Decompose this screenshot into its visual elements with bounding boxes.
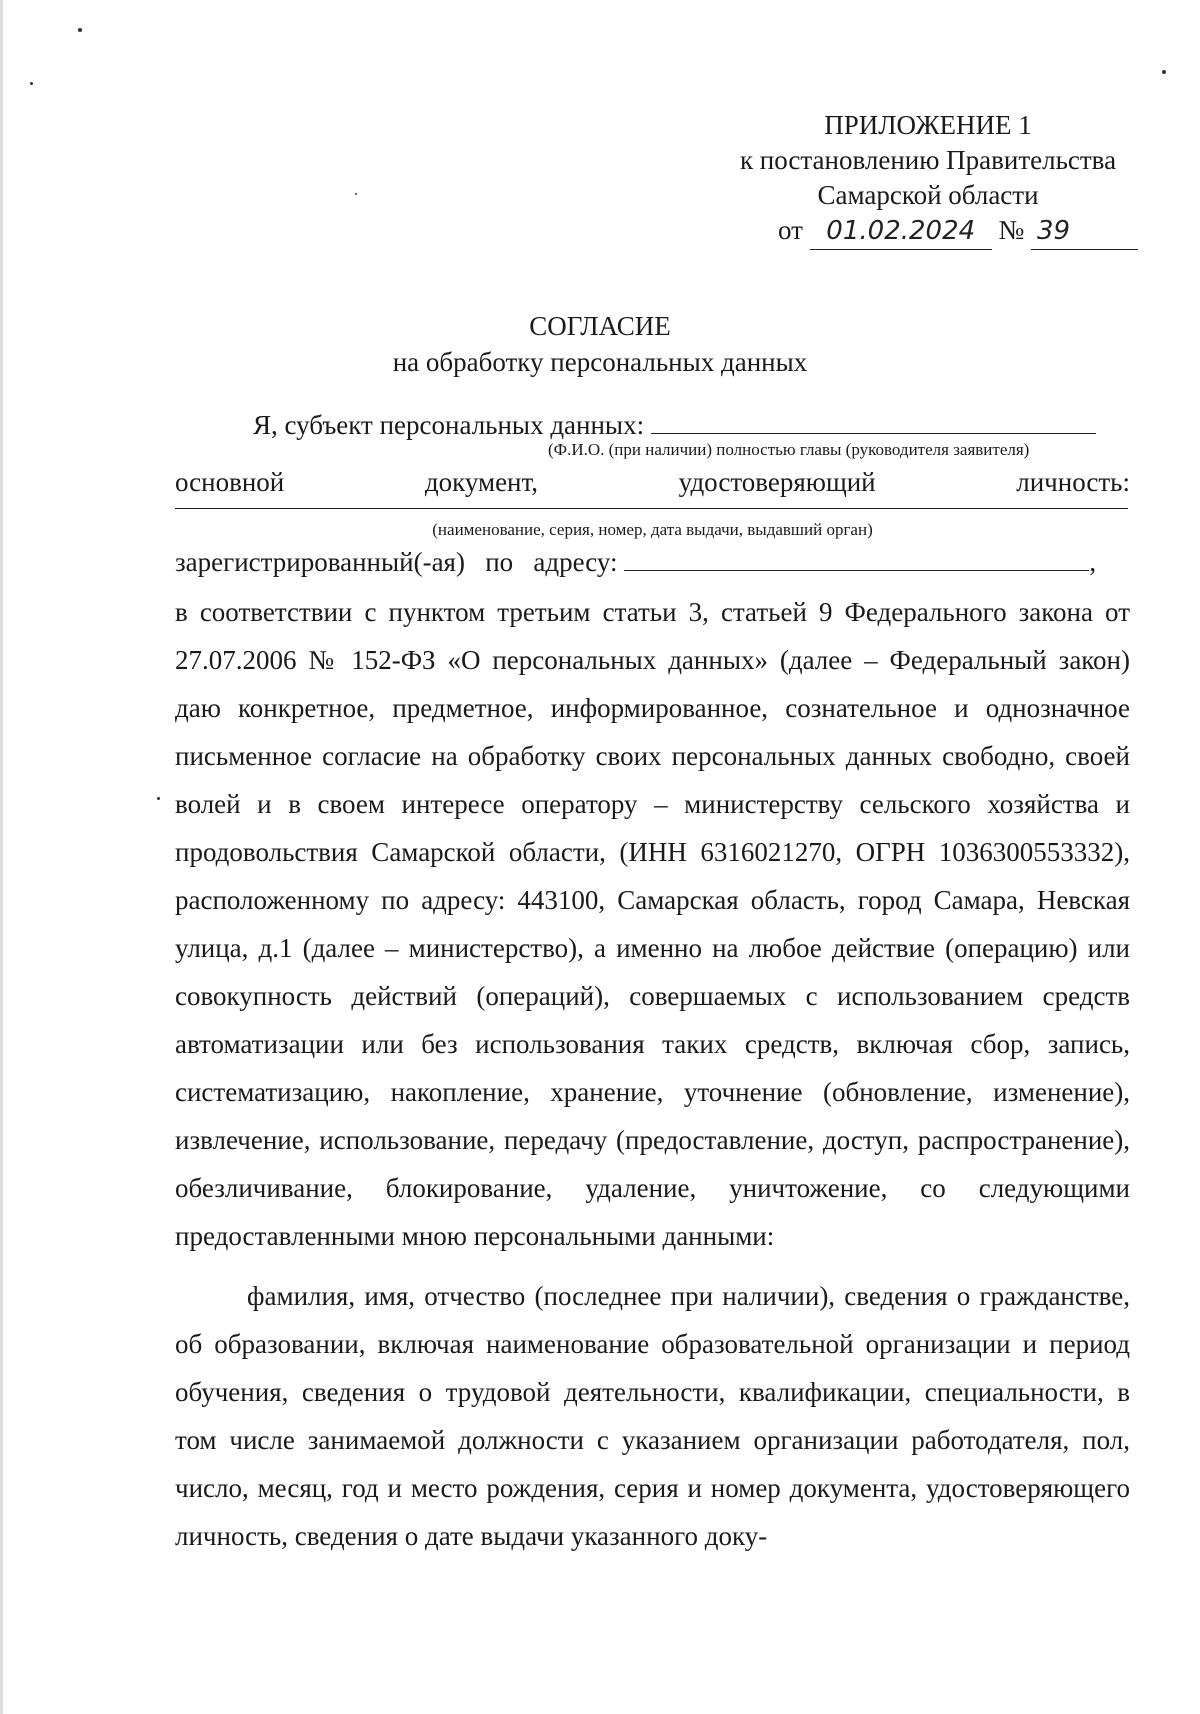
scan-speck [1162,70,1166,74]
doc-word-2: документ, [424,467,539,497]
document-title [0,308,1200,380]
appendix-region-line: Самарской области [817,180,1039,210]
address-field [624,548,1089,571]
scan-speck [355,193,357,195]
handwritten-number: 39 [1031,214,1138,250]
doc-word-3: удостоверяющий [678,467,876,497]
subject-caption: (Ф.И.О. (при наличии) полностью главы (руководителя заявителя) [548,440,1030,459]
date-prefix: от [778,215,803,245]
consent-paragraph: в соответствии с пунктом третьим статьи 3, статьей 9 Федерального закона от 27.07.2006 № 152-ФЗ «О персональных данных» (далее – Федеральный закон) даю конкретное, предметное, информированное, сознательное и однозначное письменное согласие на обработку своих персональных данных свободно, своей волей и в своем интересе оператору – министерству сельского хозяйства и продовольствия Самарской области, (ИНН 6316021270, ОГРН 1036300553332), расположенному по адресу: 443100, Самарская область, город Самара, Невская улица, д.1 (далее – министерство), а именно на любое действие (операцию) или совокупность действий (операций), совершаемых с использованием средств автоматизации или без использования таких средств, включая сбор, запись, систематизацию, накопление, хранение, уточнение (обновление, изменение), извлечение, использование, передачу (предоставление, доступ, распространение), обезличивание, блокирование, удаление, уничтожение, со следующими предоставленными мною персональными данными: [175,597,1130,1251]
subject-name-field [651,411,1096,434]
document-caption: (наименование, серия, номер, дата выдачи, выдавший орган) [432,520,873,539]
number-prefix: № [998,215,1025,245]
title-main: СОГЛАСИЕ [529,311,671,341]
subject-row [253,407,1096,443]
title-sub: на обработку персональных данных [392,347,808,377]
appendix-header [718,108,1138,250]
address-row [175,544,1096,580]
address-comma: , [1089,547,1097,577]
appendix-decree-line: к постановлению Правительства [739,145,1117,175]
subject-label: Я, субъект персональных данных: [253,410,645,440]
document-field-line [175,508,1128,509]
doc-word-4: личность: [1016,467,1130,497]
document-row [175,464,1130,500]
scan-speck [157,797,160,800]
consent-body [175,588,1130,1560]
handwritten-date: 01.02.2024 [810,214,992,250]
scan-speck [30,82,33,85]
scan-edge [0,0,3,1714]
doc-word-1: основной [175,467,285,497]
address-label: зарегистрированный(-ая) по адресу: [175,547,618,577]
scan-speck [78,28,82,32]
personal-data-list-paragraph: фамилия, имя, отчество (последнее при наличии), сведения о гражданстве, об образовании, включая наименование образовательной организации и период обучения, сведения о трудовой деятельности, квалификации, специальности, в том числе занимаемой должности с указанием организации работодателя, пол, число, месяц, год и место рождения, серия и номер документа, удостоверяющего личность, сведения о дате выдачи указанного доку- [175,1281,1130,1551]
appendix-date-number [718,213,1138,250]
appendix-title: ПРИЛОЖЕНИЕ 1 [824,110,1032,140]
